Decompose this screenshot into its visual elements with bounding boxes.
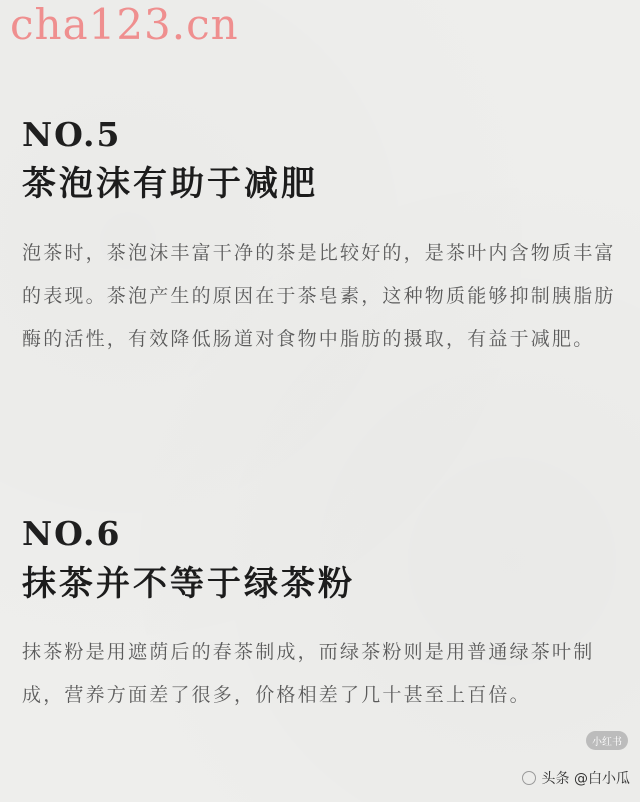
section-number-6: NO.6 [22, 514, 122, 553]
section-body-5: 泡茶时，茶泡沫丰富干净的茶是比较好的，是茶叶内含物质丰富的表现。茶泡产生的原因在于茶皂素，这种物质能够抑制胰脂肪酶的活性，有效降低肠道对食物中脂肪的摄取，有益于减肥。 [22, 242, 616, 350]
section-body-6: 抹茶粉是用遮荫后的春茶制成，而绿茶粉则是用普通绿茶叶制成，营养方面差了很多，价格相差了几十甚至上百倍。 [22, 641, 595, 706]
section-number-5: NO.5 [22, 115, 122, 154]
author-credit [522, 768, 630, 788]
site-watermark: cha123.cn [10, 0, 239, 49]
author-credit-text: 头条 @白小瓜 [541, 771, 630, 787]
section-title-5: 茶泡沫有助于减肥 [22, 164, 318, 204]
platform-logo-badge: 小红书 [586, 731, 628, 750]
section-title-6: 抹茶并不等于绿茶粉 [22, 564, 355, 604]
profile-icon [522, 771, 536, 785]
